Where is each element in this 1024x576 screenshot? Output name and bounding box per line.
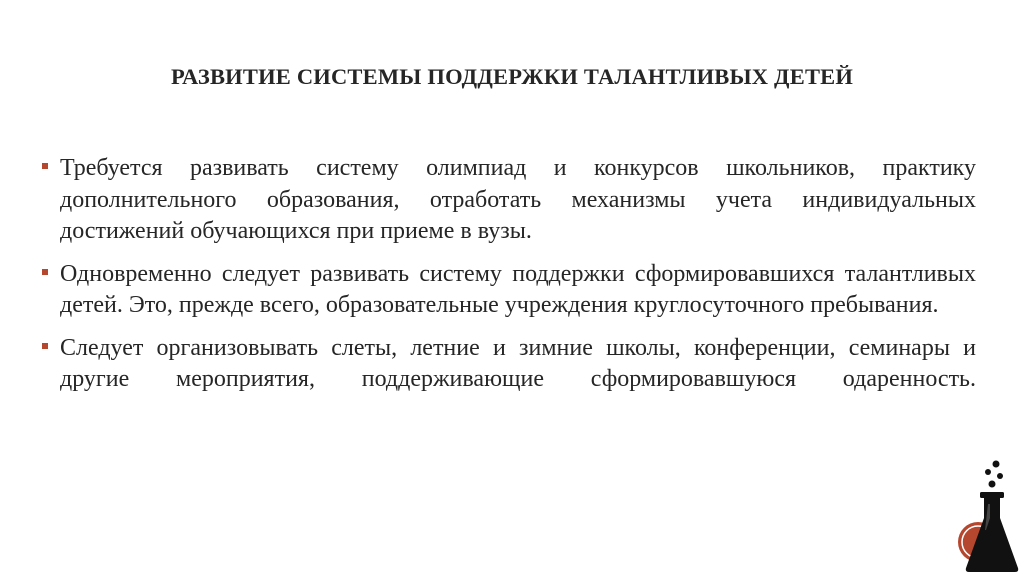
slide-title: РАЗВИТИЕ СИСТЕМЫ ПОДДЕРЖКИ ТАЛАНТЛИВЫХ ДЕТЕЙ bbox=[170, 64, 854, 89]
bullet-list bbox=[40, 153, 976, 407]
bullet-text: Требуется развивать систему олимпиад и конкурсов школьников, практику дополнительного образования, отработать механизмы учета индивидуальных достижений обучающихся при приеме в вузы. bbox=[60, 155, 976, 244]
bullet-item bbox=[40, 333, 976, 396]
flask-icon bbox=[950, 456, 1024, 576]
bullet-item bbox=[40, 259, 976, 322]
bullet-text: Следует организовывать слеты, летние и зимние школы, конференции, семинары и другие мероприятия, поддерживающие сформировавшуюся одаренность. bbox=[60, 334, 976, 392]
bullet-marker-icon bbox=[42, 269, 48, 275]
bullet-marker-icon bbox=[42, 343, 48, 349]
bullet-text: Одновременно следует развивать систему поддержки сформировавшихся талантливых детей. Это, прежде всего, образовательные учреждения круглосуточного пребывания. bbox=[60, 260, 976, 318]
bullet-marker-icon bbox=[42, 163, 48, 169]
bullet-item bbox=[40, 153, 976, 248]
